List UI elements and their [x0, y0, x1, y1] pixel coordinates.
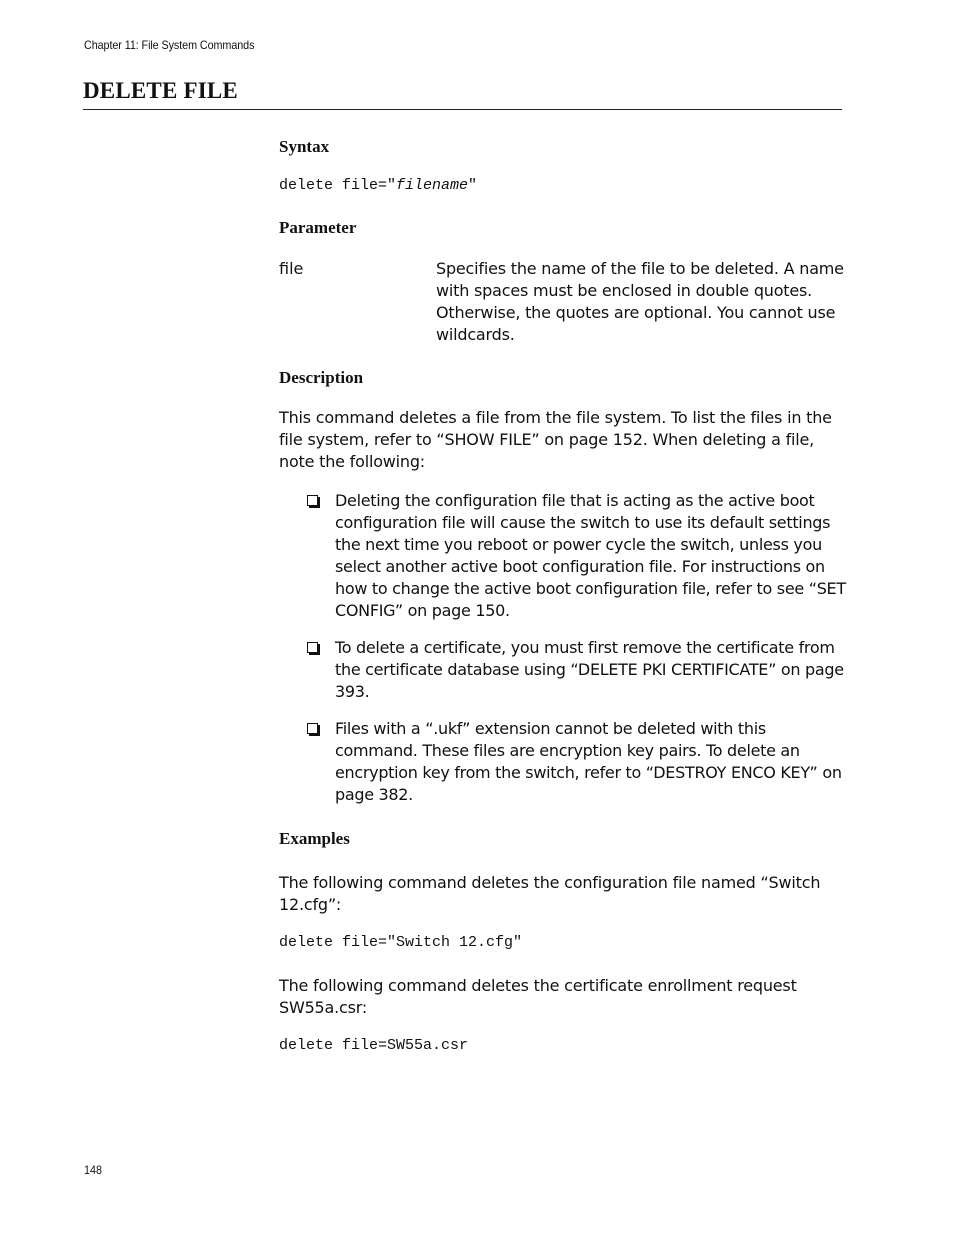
- syntax-command: [279, 177, 477, 194]
- syntax-command-arg: filename: [396, 177, 469, 194]
- running-header: Chapter 11: File System Commands: [84, 38, 255, 52]
- checkbox-bullet-icon: [307, 642, 318, 653]
- list-item: [306, 718, 846, 806]
- list-item: [306, 490, 846, 622]
- checkbox-bullet-icon: [307, 495, 318, 506]
- example1-code: delete file="Switch 12.cfg": [279, 934, 523, 951]
- syntax-command-suffix: ": [468, 177, 478, 194]
- bullet-text: Files with a “.ukf” extension cannot be deleted with this command. These files are encryption key pairs. To delete an encryption key from the switch, refer to “DESTROY ENCO KEY” on page 382.: [335, 719, 842, 804]
- syntax-command-prefix: delete file=": [279, 177, 397, 194]
- bullet-text: Deleting the configuration file that is acting as the active boot configuration file will cause the switch to use its default settings the next time you reboot or power cycle the switch, unless you select another active boot configuration file. For instructions on how to change the active boot configuration file, refer to see “SET CONFIG” on page 150.: [335, 491, 846, 620]
- syntax-heading: Syntax: [279, 137, 330, 156]
- parameter-name: file: [279, 259, 304, 278]
- description-heading: Description: [279, 368, 364, 387]
- example2-code: delete file=SW55a.csr: [279, 1037, 469, 1054]
- title-rule: [83, 109, 842, 110]
- page-title: DELETE FILE: [83, 78, 238, 103]
- parameter-heading: Parameter: [279, 218, 357, 237]
- parameter-description: Specifies the name of the file to be deleted. A name with spaces must be enclosed in double quotes. Otherwise, the quotes are optional. You cannot use wildcards.: [436, 259, 844, 344]
- description-bullet-list: [306, 490, 846, 821]
- description-intro: This command deletes a file from the file system. To list the files in the file system, refer to “SHOW FILE” on page 152. When deleting a file, note the following:: [279, 408, 832, 471]
- example2-text: The following command deletes the certificate enrollment request SW55a.csr:: [279, 976, 797, 1017]
- page-number: 148: [84, 1163, 103, 1177]
- example1-text: The following command deletes the configuration file named “Switch 12.cfg”:: [279, 873, 821, 914]
- list-item: [306, 637, 846, 703]
- examples-heading: Examples: [279, 829, 350, 848]
- bullet-text: To delete a certificate, you must first remove the certificate from the certificate database using “DELETE PKI CERTIFICATE” on page 393.: [335, 638, 844, 701]
- checkbox-bullet-icon: [307, 723, 318, 734]
